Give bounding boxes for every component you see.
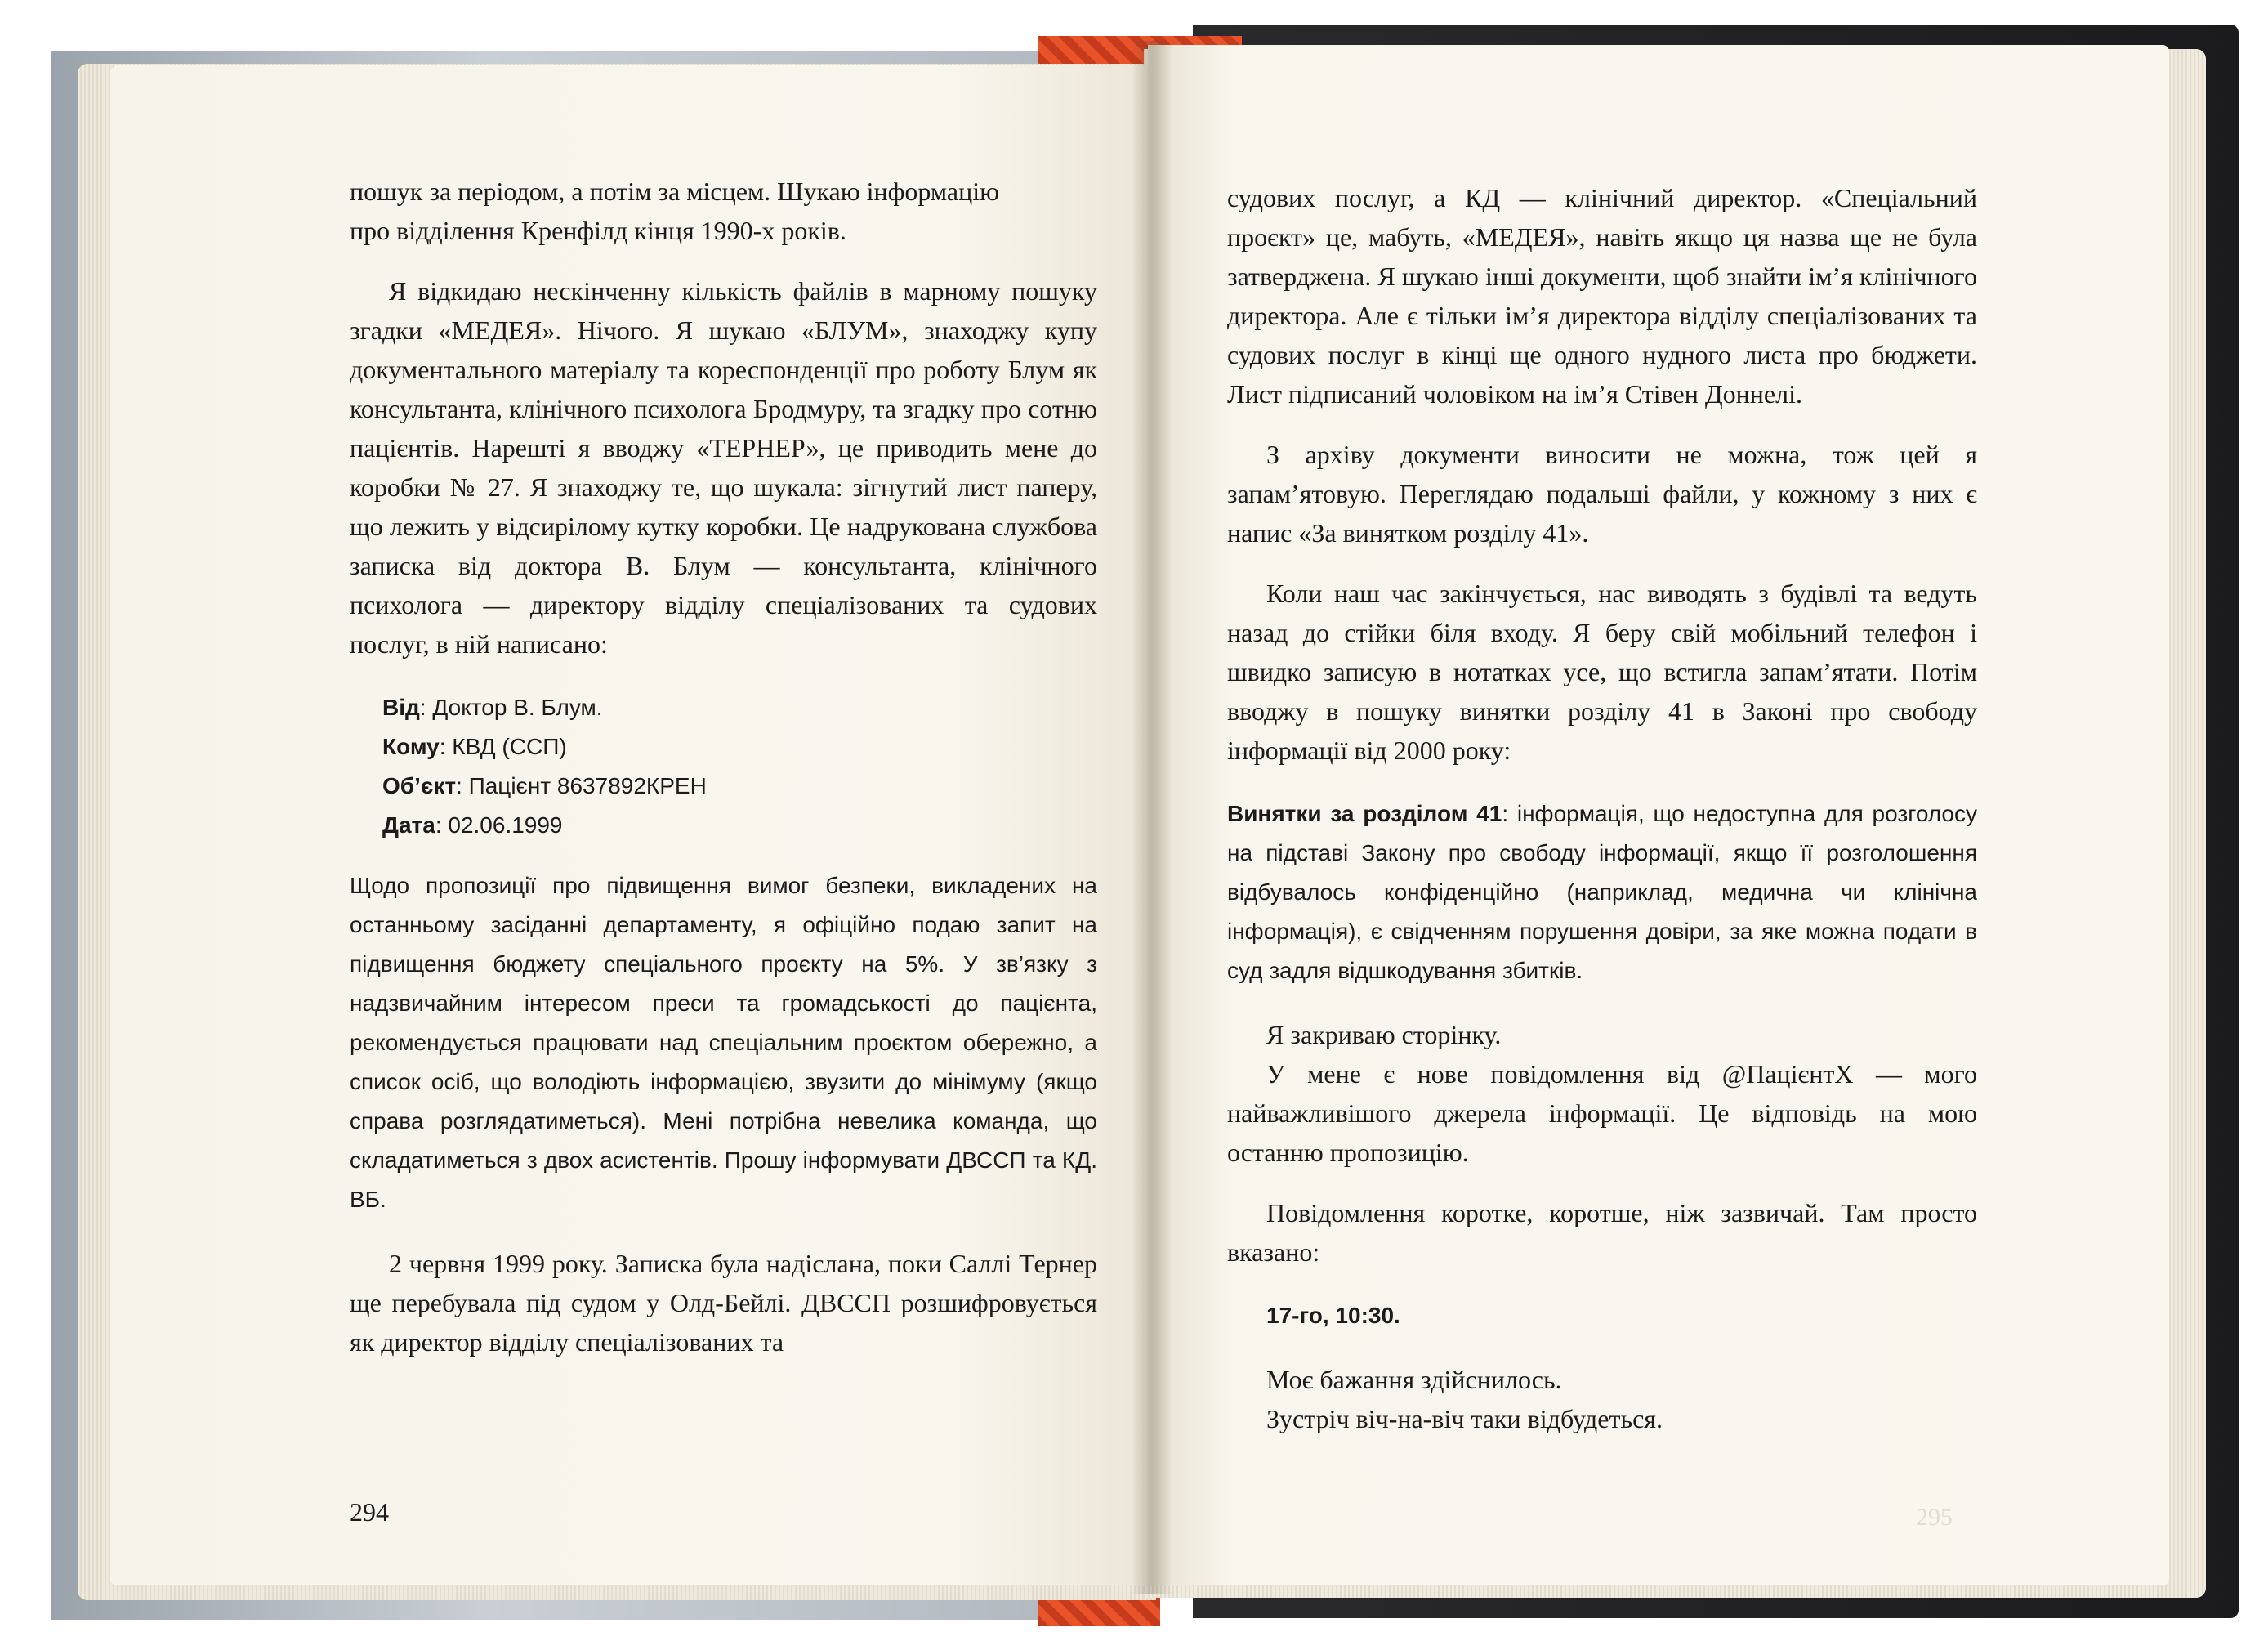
memo-subject-value: : Пацієнт 8637892КРЕН: [456, 773, 707, 798]
right-paragraph-7: Моє бажання здійснилось.: [1266, 1365, 1562, 1394]
right-paragraph-5: У мене є нове повідомлення від @ПацієнтX — мого найважливішого джерела інформації. Це відповідь на мою останню пропозицію.: [1227, 1059, 1977, 1167]
right-paragraph-2: З архіву документи виносити не можна, тож цей я запам’ятовую. Переглядаю подальші файли, у кожному з них є напис «За винятком розділу 41».: [1227, 440, 1977, 548]
page-number-left: 294: [350, 1497, 389, 1527]
memo-from-label: Від: [382, 695, 420, 720]
right-paragraph-3: Коли наш час закінчується, нас виводять з будівлі та ведуть назад до стійки біля входу. Я беру свій мобільний телефон і швидко записую в нотатках усе, що встигла запам’ятати. Потім вводжу в пошуку винятки розділу 41 в Законі про свободу інформації від 2000 року:: [1227, 579, 1977, 765]
page-number-right: 295: [1916, 1504, 1953, 1531]
memo-subject-label: Об’єкт: [382, 773, 457, 798]
left-paragraph-3: 2 червня 1999 року. Записка була надіслана, поки Саллі Тернер ще перебувала під судом у Олд-Бейлі. ДВССП розшифровується як директор відділу спеціалізованих та: [350, 1249, 1097, 1357]
message-text: 17-го, 10:30.: [1266, 1303, 1400, 1328]
memo-header: [382, 688, 1097, 845]
memo-date-value: : 02.06.1999: [435, 812, 563, 838]
memo-to: [382, 727, 1097, 767]
left-paragraph-1-line-1: пошук за періодом, а потім за місцем. Шукаю інформацію: [350, 177, 1000, 206]
right-paragraph-4: Я закриваю сторінку.: [1266, 1020, 1502, 1049]
memo-date: [382, 806, 1097, 845]
right-paragraph-1: судових послуг, а КД — клінічний директор. «Спеціальний проєкт» це, мабуть, «МЕДЕЯ», навіть якщо ця назва ще не була затверджена. Я шукаю інші документи, щоб знайти ім’я клінічного директора. Але є тільки ім’я директора відділу спеціалізованих та судових послуг в кінці ще одного нудного листа про бюджети. Лист підписаний чоловіком на ім’я Стівен Доннелі.: [1227, 183, 1977, 409]
exception-text: : інформація, що недоступна для розголосу на підставі Закону про свободу інформації, якщо її розголошення відбувалось конфіденційно (наприклад, медична чи клінічна інформація), є свідченням порушення довіри, за яке можна подати в суд задля відшкодування збитків.: [1227, 801, 1977, 983]
right-paragraph-6: Повідомлення коротке, коротше, ніж зазвичай. Там просто вказано:: [1227, 1198, 1977, 1267]
memo-from-value: : Доктор В. Блум.: [419, 695, 603, 720]
memo-body: Щодо пропозиції про підвищення вимог безпеки, викладених на останньому засіданні департаменту, я офіційно подаю запит на підвищення бюджету спеціального проєкту на 5%. У зв’язку з надзвичайним інтересом преси та громадськості до пацієнта, рекомендується працювати над спеціальним проєктом обережно, а список осіб, що володіють інформацією, звузити до мінімуму (якщо справа розглядатиметься). Мені потрібна невелика команда, що складатиметься з двох асистентів. Прошу інформувати ДВССП та КД. ВБ.: [350, 873, 1097, 1212]
exception-label: Винятки за розділом 41: [1227, 801, 1502, 826]
book-gutter: [1132, 41, 1172, 1594]
left-paragraph-2: Я відкидаю нескінченну кількість файлів в марному пошуку згадки «МЕДЕЯ». Нічого. Я шукаю «БЛУМ», знаходжу купу документального матеріалу та кореспонденції про роботу Блум як консультанта, клінічного психолога Бродмуру, та згадку про сотню пацієнтів. Нарешті я вводжу «ТЕРНЕР», це приводить мене до коробки № 27. Я знаходжу те, що шукала: зігнутий лист паперу, що лежить у відсирілому кутку коробки. Це надрукована службова записка від доктора В. Блум — консультанта, клінічного психолога — директору відділу спеціалізованих та судових послуг, в ній написано:: [350, 276, 1097, 659]
memo-to-value: : КВД (ССП): [439, 734, 567, 759]
memo-subject: [382, 767, 1097, 806]
right-page-text: [1227, 178, 1977, 1438]
left-page-text: [350, 172, 1097, 1362]
exception-block: [1227, 794, 1977, 990]
right-paragraph-8: Зустріч віч-на-віч таки відбудеться.: [1266, 1404, 1663, 1433]
memo-to-label: Кому: [382, 734, 440, 759]
left-paragraph-1-line-2: про відділення Кренфілд кінця 1990-х років.: [350, 216, 846, 245]
memo-date-label: Дата: [382, 812, 435, 838]
memo-from: [382, 688, 1097, 727]
